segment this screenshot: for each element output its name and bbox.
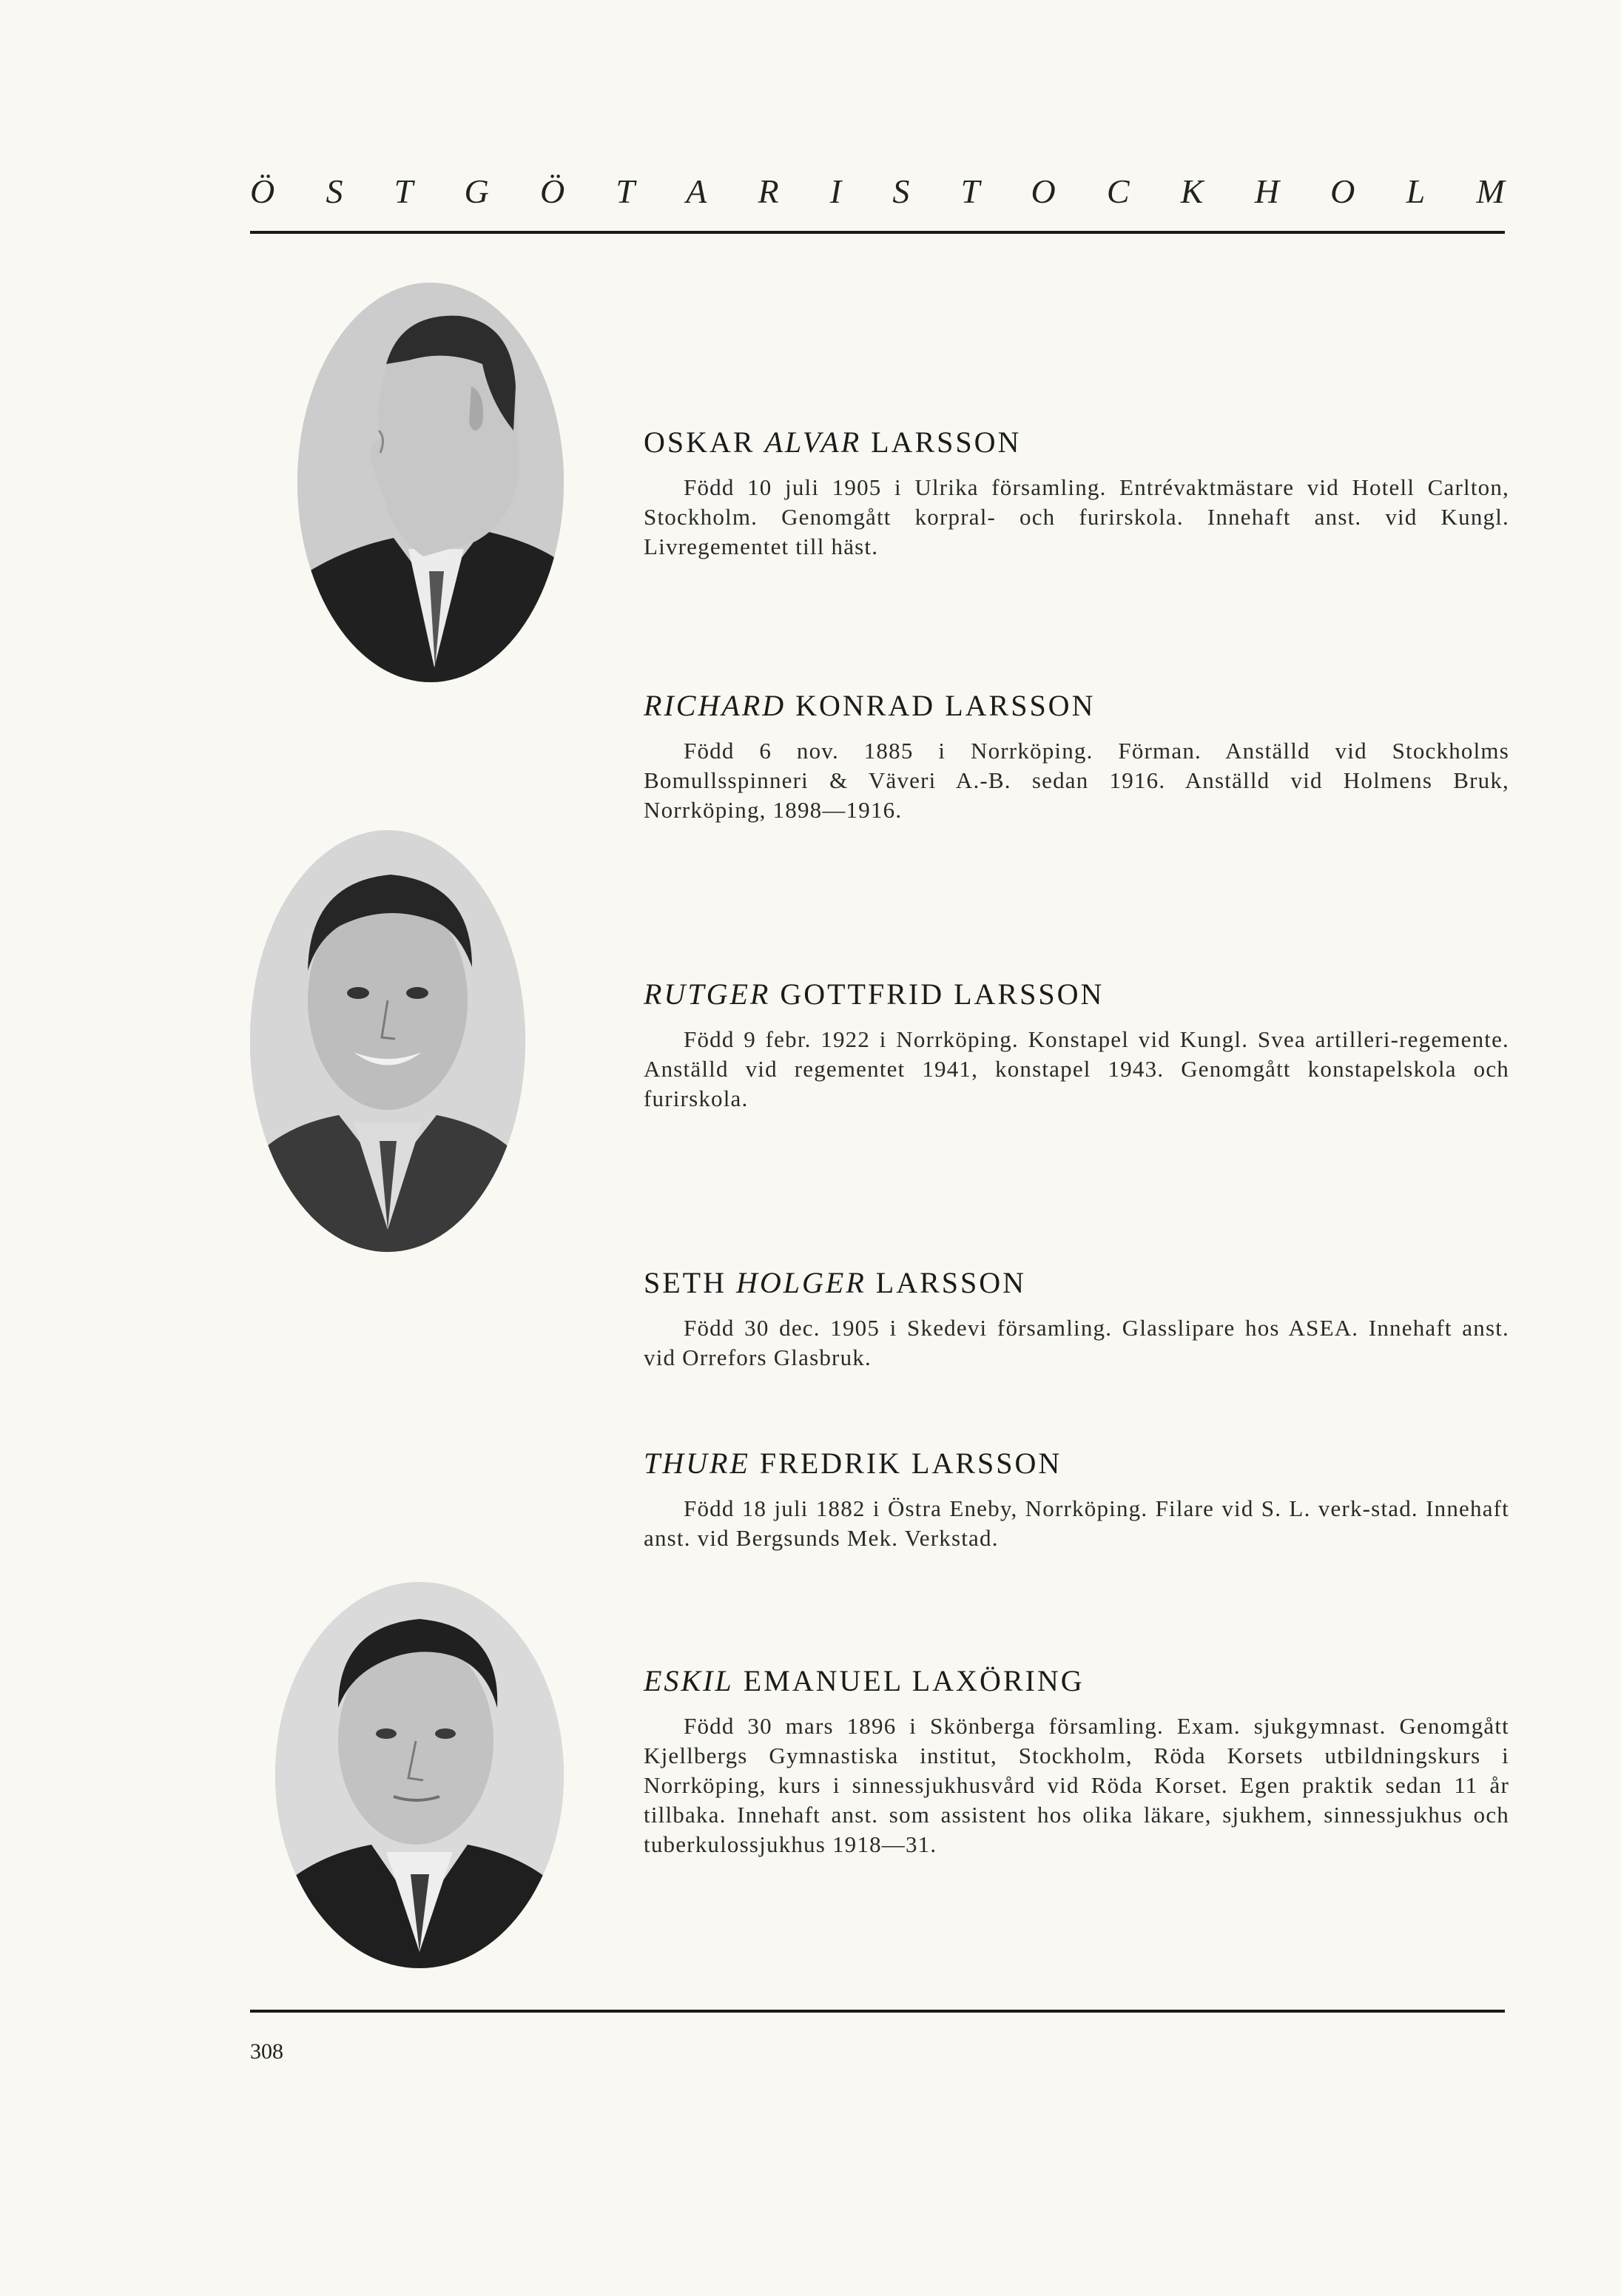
biography-entry xyxy=(644,1265,1509,1373)
biography-text: Född 10 juli 1905 i Ulrika församling. Entrévaktmästare vid Hotell Carlton, Stockholm. Genomgått korpral- och furirskola. Innehaft anst. vid Kungl. Livregementet till häst. xyxy=(644,474,1509,559)
portrait-photo-oskar xyxy=(297,283,564,682)
running-head-letter: Ö xyxy=(250,172,275,210)
person-name xyxy=(644,1265,1509,1300)
name-suffix: LARSSON xyxy=(861,425,1022,459)
running-head-letter: O xyxy=(1330,172,1355,210)
running-head-letter: A xyxy=(686,172,707,210)
biography-text: Född 30 dec. 1905 i Skedevi församling. Glasslipare hos ASEA. Innehaft anst. vid Orrefors Glasbruk. xyxy=(644,1315,1509,1370)
biography-entry xyxy=(644,977,1509,1114)
name-given: RUTGER xyxy=(644,977,771,1011)
running-head xyxy=(250,172,1505,211)
running-head-letter: Ö xyxy=(539,172,565,210)
biography-entry xyxy=(644,688,1509,825)
running-head-letter: T xyxy=(394,172,414,210)
running-head-letter: I xyxy=(829,172,842,210)
running-head-letter: G xyxy=(464,172,489,210)
name-suffix: GOTTFRID LARSSON xyxy=(770,977,1105,1011)
running-head-letter: O xyxy=(1031,172,1056,210)
running-head-letter: L xyxy=(1406,172,1426,210)
biography-entry xyxy=(644,425,1509,562)
page-number: 308 xyxy=(250,2039,283,2064)
biography-text: Född 30 mars 1896 i Skönberga församling. Exam. sjukgymnast. Genomgått Kjellbergs Gymnastiska institut, Stockholm, Röda Korsets utbildningskurs i Norrköping, kurs i sinnessjukhusvård vid Röda Korset. Egen praktik sedan 11 år tillbaka. Innehaft anst. som assistent hos olika läkare, sjukhem, sinnessjukhus och tuberkulossjukhus 1918—31. xyxy=(644,1713,1509,1857)
person-name xyxy=(644,1663,1509,1698)
name-given: ESKIL xyxy=(644,1664,734,1697)
name-given: HOLGER xyxy=(736,1266,866,1299)
name-suffix: EMANUEL LAXÖRING xyxy=(733,1664,1085,1697)
person-name xyxy=(644,425,1509,459)
running-head-letter: K xyxy=(1180,172,1204,210)
biography-text: Född 6 nov. 1885 i Norrköping. Förman. Anställd vid Stockholms Bomullsspinneri & Väveri A.-B. sedan 1916. Anställd vid Holmens Bruk, Norrköping, 1898—1916. xyxy=(644,738,1509,823)
running-head-letter: T xyxy=(960,172,980,210)
name-given: ALVAR xyxy=(764,425,862,459)
person-name xyxy=(644,688,1509,723)
name-prefix: SETH xyxy=(644,1266,736,1299)
biography-entry xyxy=(644,1663,1509,1859)
person-name xyxy=(644,1446,1509,1481)
biography-text: Född 18 juli 1882 i Östra Eneby, Norrköping. Filare vid S. L. verk-stad. Innehaft anst. vid Bergsunds Mek. Verkstad. xyxy=(644,1495,1509,1551)
name-prefix: OSKAR xyxy=(644,425,765,459)
running-head-letter: S xyxy=(892,172,910,210)
running-head-letter: C xyxy=(1106,172,1130,210)
name-suffix: KONRAD LARSSON xyxy=(786,689,1096,722)
biography-text: Född 9 febr. 1922 i Norrköping. Konstapel vid Kungl. Svea artilleri-regemente. Anställd vid regementet 1941, konstapel 1943. Genomgått konstapelskola och furirskola. xyxy=(644,1026,1509,1111)
running-head-letter: R xyxy=(758,172,779,210)
name-suffix: LARSSON xyxy=(866,1266,1027,1299)
name-given: THURE xyxy=(644,1447,750,1480)
portrait-photo-rutger xyxy=(250,830,525,1252)
header-rule xyxy=(250,231,1505,234)
running-head-letter: S xyxy=(326,172,343,210)
name-suffix: FREDRIK LARSSON xyxy=(749,1447,1062,1480)
footer-rule xyxy=(250,2010,1505,2013)
name-given: RICHARD xyxy=(644,689,786,722)
portrait-photo-eskil xyxy=(275,1582,564,1968)
running-head-letter: H xyxy=(1254,172,1279,210)
person-name xyxy=(644,977,1509,1011)
biography-entry xyxy=(644,1446,1509,1553)
running-head-letter: T xyxy=(616,172,635,210)
running-head-letter: M xyxy=(1476,172,1505,210)
